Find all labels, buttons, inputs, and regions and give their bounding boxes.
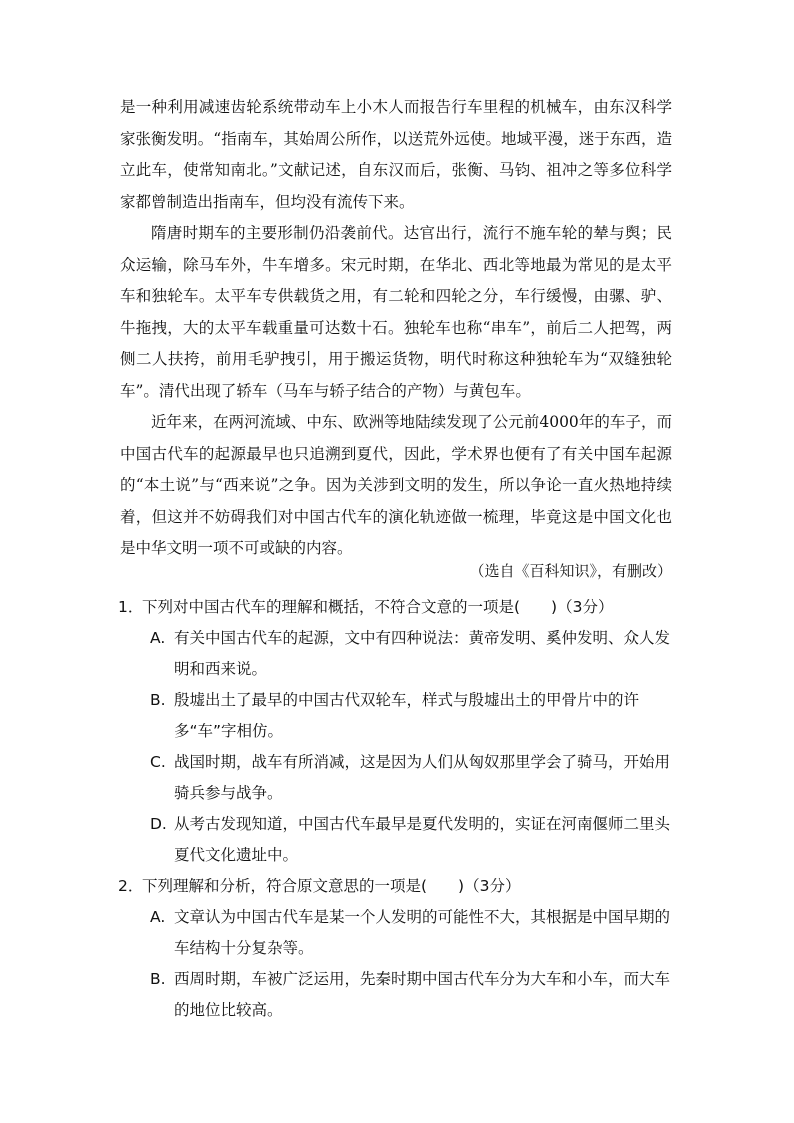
option-label: A. bbox=[150, 629, 166, 647]
question-text: 下列对中国古代车的理解和概括，不符合文意的一项是( )（3分） bbox=[142, 598, 614, 616]
reading-passage bbox=[120, 92, 672, 565]
option-label: B. bbox=[150, 691, 166, 709]
passage-paragraph-3: 近年来，在两河流域、中东、欧洲等地陆续发现了公元前4000年的车子，而中国古代车的起源最早也只追溯到夏代，因此，学术界也便有了有关中国车起源的“本土说”与“西来说”之争。因为关涉到文明的发生，所以争论一直火热地持续着，但这并不妨碍我们对中国古代车的演化轨迹做一梳理，毕竟这是中国文化也是中华文明一项不可或缺的内容。 bbox=[120, 413, 672, 557]
question-1-stem bbox=[118, 592, 678, 623]
option-label: B. bbox=[150, 970, 166, 988]
option-text: 殷墟出土了最早的中国古代双轮车，样式与殷墟出土的甲骨片中的许多“车”字相仿。 bbox=[174, 691, 640, 740]
passage-paragraph-1: 是一种利用减速齿轮系统带动车上小木人而报告行车里程的机械车，由东汉科学家张衡发明。“指南车，其始周公所作，以送荒外远使。地域平漫，迷于东西，造立此车，使常知南北。”文献记述，自东汉而后，张衡、马钧、祖冲之等多位科学家都曾制造出指南车，但均没有流传下来。 bbox=[120, 98, 672, 211]
question-2-option-b bbox=[150, 964, 678, 1026]
passage-paragraph-2: 隋唐时期车的主要形制仍沿袭前代。达官出行，流行不施车轮的辇与舆；民众运输，除马车外，牛车增多。宋元时期，在华北、西北等地最为常见的是太平车和独轮车。太平车专供载货之用，有二轮和四轮之分，车行缓慢，由骡、驴、牛拖拽，大的太平车载重量可达数十石。独轮车也称“串车”，前后二人把驾，两侧二人扶挎，前用毛驴拽引，用于搬运货物，明代时称这种独轮车为“双缝独轮车”。清代出现了轿车（马车与轿子结合的产物）与黄包车。 bbox=[120, 224, 672, 400]
option-text: 从考古发现知道，中国古代车最早是夏代发明的，实证在河南偃师二里头夏代文化遗址中。 bbox=[174, 815, 671, 864]
question-2-stem bbox=[118, 871, 678, 902]
option-text: 战国时期，战车有所消减，这是因为人们从匈奴那里学会了骑马，开始用骑兵参与战争。 bbox=[174, 753, 671, 802]
question-number: 2． bbox=[118, 877, 144, 895]
option-text: 有关中国古代车的起源，文中有四种说法：黄帝发明、奚仲发明、众人发明和西来说。 bbox=[174, 629, 671, 678]
passage-source: （选自《百科知识》，有删改） bbox=[469, 562, 672, 580]
question-text: 下列理解和分析，符合原文意思的一项是( )（3分） bbox=[142, 877, 521, 895]
question-1-option-c bbox=[150, 747, 678, 809]
option-label: A. bbox=[150, 908, 166, 926]
question-number: 1． bbox=[118, 598, 144, 616]
question-1-option-d bbox=[150, 809, 678, 871]
option-text: 文章认为中国古代车是某一个人发明的可能性不大，其根据是中国早期的车结构十分复杂等。 bbox=[174, 908, 671, 957]
option-text: 西周时期，车被广泛运用，先秦时期中国古代车分为大车和小车，而大车的地位比较高。 bbox=[174, 970, 671, 1019]
option-label: C. bbox=[150, 753, 166, 771]
question-1-option-a bbox=[150, 623, 678, 685]
question-2-option-a bbox=[150, 902, 678, 964]
question-1-option-b bbox=[150, 685, 678, 747]
option-label: D. bbox=[150, 815, 167, 833]
question-list bbox=[118, 592, 678, 1026]
